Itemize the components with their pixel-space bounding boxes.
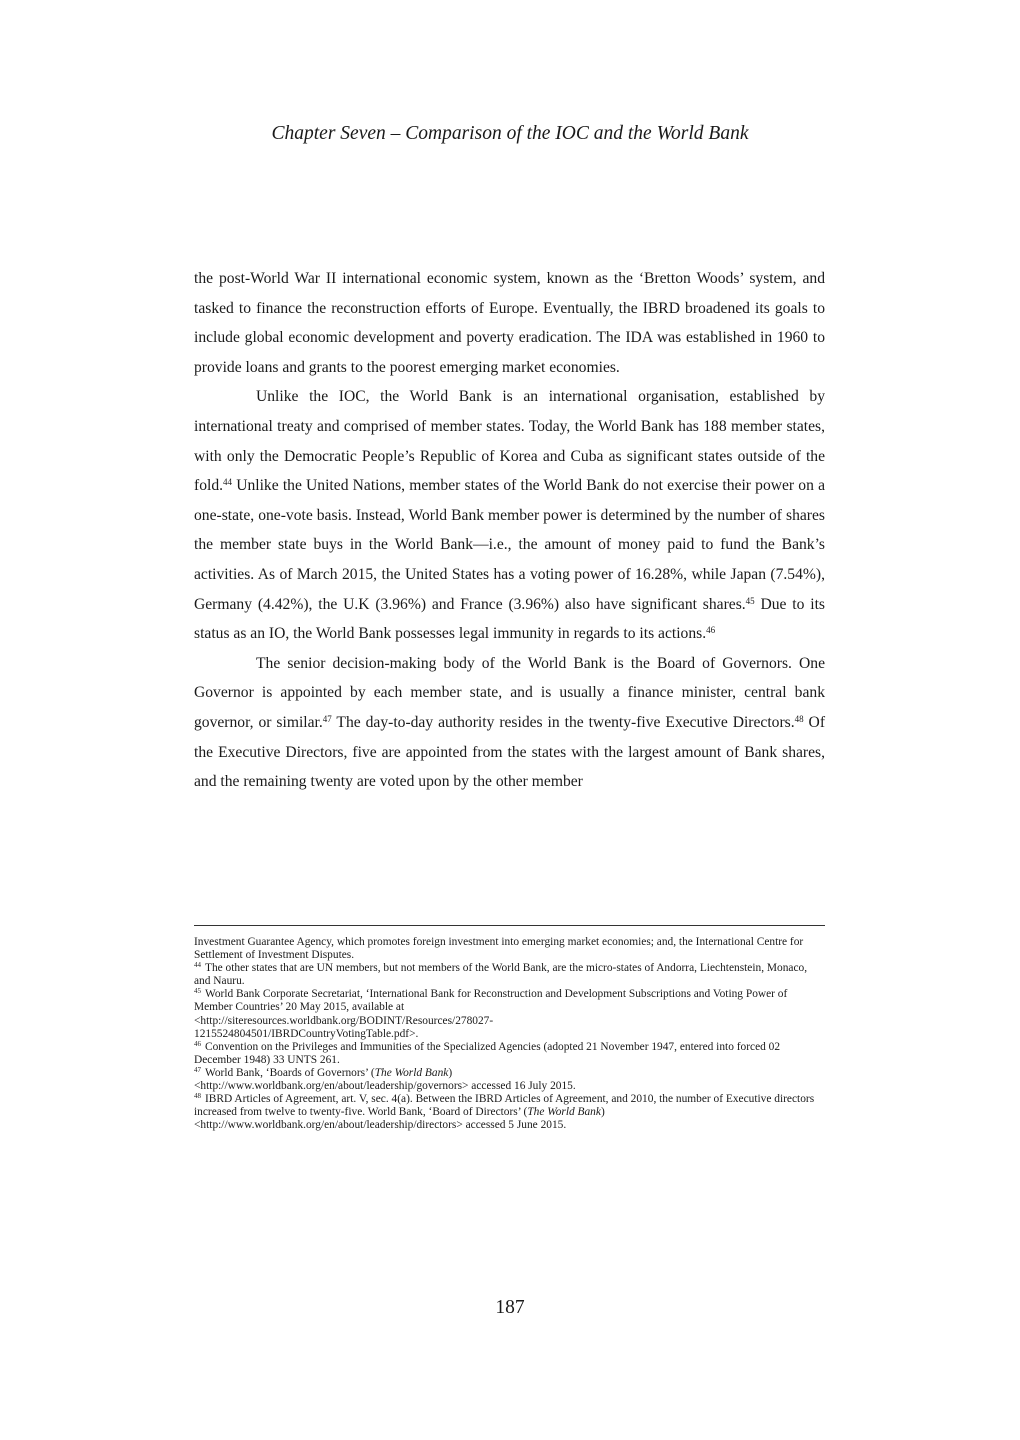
footnote-text: The other states that are UN members, but not members of the World Bank, are the micro-states of Andorra, Liechtenstein, Monaco, and Nauru. [194,962,808,988]
chapter-title: Chapter Seven – Comparison of the IOC and the World Bank [271,123,749,144]
paragraph-2-part-3: Due to its status as an IO, the World Bank possesses legal immunity in regards to its actions. [194,595,825,643]
footnote-url[interactable]: <http://www.worldbank.org/en/about/leadership/governors> accessed 16 July 2015. [194,1080,576,1093]
footnote-separator [194,925,825,926]
footnote-ref-45[interactable]: 45 [745,595,755,606]
footnote-46 [194,1041,825,1067]
paragraph-1: the post-World War II international economic system, known as the ‘Bretton Woods’ system, and tasked to finance the reconstruction efforts of Europe. Eventually, the IBRD broadened its goals to include global economic development and poverty eradication. The IDA was established in 1960 to provide loans and grants to the poorest emerging market economies. [194,270,825,376]
footnote-text: World Bank, ‘Boards of Governors’ ( [205,1066,375,1079]
footnote-48 [194,1093,825,1132]
footnote-ref-47[interactable]: 47 [322,713,332,724]
footnote-text: IBRD Articles of Agreement, art. V, sec. 4(a). Between the IBRD Articles of Agreement, and 2010, the number of Executive directors increased from twelve to twenty-five. World Bank, ‘Board of Directors’ ( [194,1093,815,1119]
paragraph-3-part-2: The day-to-day authority resides in the twenty-five Executive Directors. [331,713,795,731]
footnote-45 [194,988,825,1040]
footnotes [194,936,825,1132]
footnote-text: World Bank Corporate Secretariat, ‘International Bank for Reconstruction and Development Subscriptions and Voting Power of Member Countries’ 20 May 2015, available at [194,988,788,1014]
footnote-url[interactable]: <http://siteresources.worldbank.org/BODINT/Resources/278027- [194,1014,494,1027]
footnote-text-end: ) [600,1106,605,1119]
page-number: 187 [495,1297,525,1318]
footnote-url[interactable]: <http://www.worldbank.org/en/about/leadership/directors> accessed 5 June 2015. [194,1119,567,1132]
footnote-number: 44 [194,961,201,970]
paragraph-2-part-2: Unlike the United Nations, member states of the World Bank do not exercise their power on a one-state, one-vote basis. Instead, World Bank member power is determined by the number of shares the member state buys in the World Bank—i.e., the amount of money paid to fund the Bank’s activities. As of March 2015, the United States has a voting power of 16.28%, while Japan (7.54%), Germany (4.42%), the U.K (3.96%) and France (3.96%) also have significant shares. [194,477,825,613]
running-header [0,121,1020,147]
paragraph-2 [194,382,825,648]
paragraph-3-part-3: Of the Executive Directors, five are appointed from the states with the largest amount of Bank shares, and the remaining twenty are voted upon by the other member [194,713,826,791]
footnote-number: 47 [194,1065,201,1074]
footnote-text: Convention on the Privileges and Immunities of the Specialized Agencies (adopted 21 November 1947, entered into forced 02 December 1948) 33 UNTS 261. [194,1040,781,1066]
footnote-ref-48[interactable]: 48 [794,713,804,724]
paragraph-3-part-1: The senior decision-making body of the World Bank is the Board of Governors. One Governor is appointed by each member state, and is usually a finance minister, central bank governor, or similar. [194,654,825,731]
footnote-italic-source: The World Bank [527,1106,601,1119]
paragraph-2-part-1: Unlike the IOC, the World Bank is an international organisation, established by international treaty and comprised of member states. Today, the World Bank has 188 member states, with only the Democratic People’s Republic of Korea and Cuba as significant states outside of the fold. [194,388,825,495]
footnote-number: 45 [194,987,201,996]
footnote-ref-44[interactable]: 44 [223,477,233,488]
paragraph-3 [194,649,825,797]
footnote-number: 48 [194,1092,201,1101]
main-text [194,264,825,797]
footnote-continuation: Investment Guarantee Agency, which promotes foreign investment into emerging market economies; and, the International Centre for Settlement of Investment Disputes. [194,936,804,962]
footnote-44 [194,962,825,988]
footnote-number: 46 [194,1039,201,1048]
footnote-url-continued[interactable]: 1215524804501/IBRDCountryVotingTable.pdf>. [194,1027,419,1040]
footnote-italic-source: The World Bank [374,1066,449,1079]
footnote-ref-46[interactable]: 46 [706,625,716,636]
footnote-text-end: ) [448,1066,453,1079]
footnote-47 [194,1067,825,1093]
